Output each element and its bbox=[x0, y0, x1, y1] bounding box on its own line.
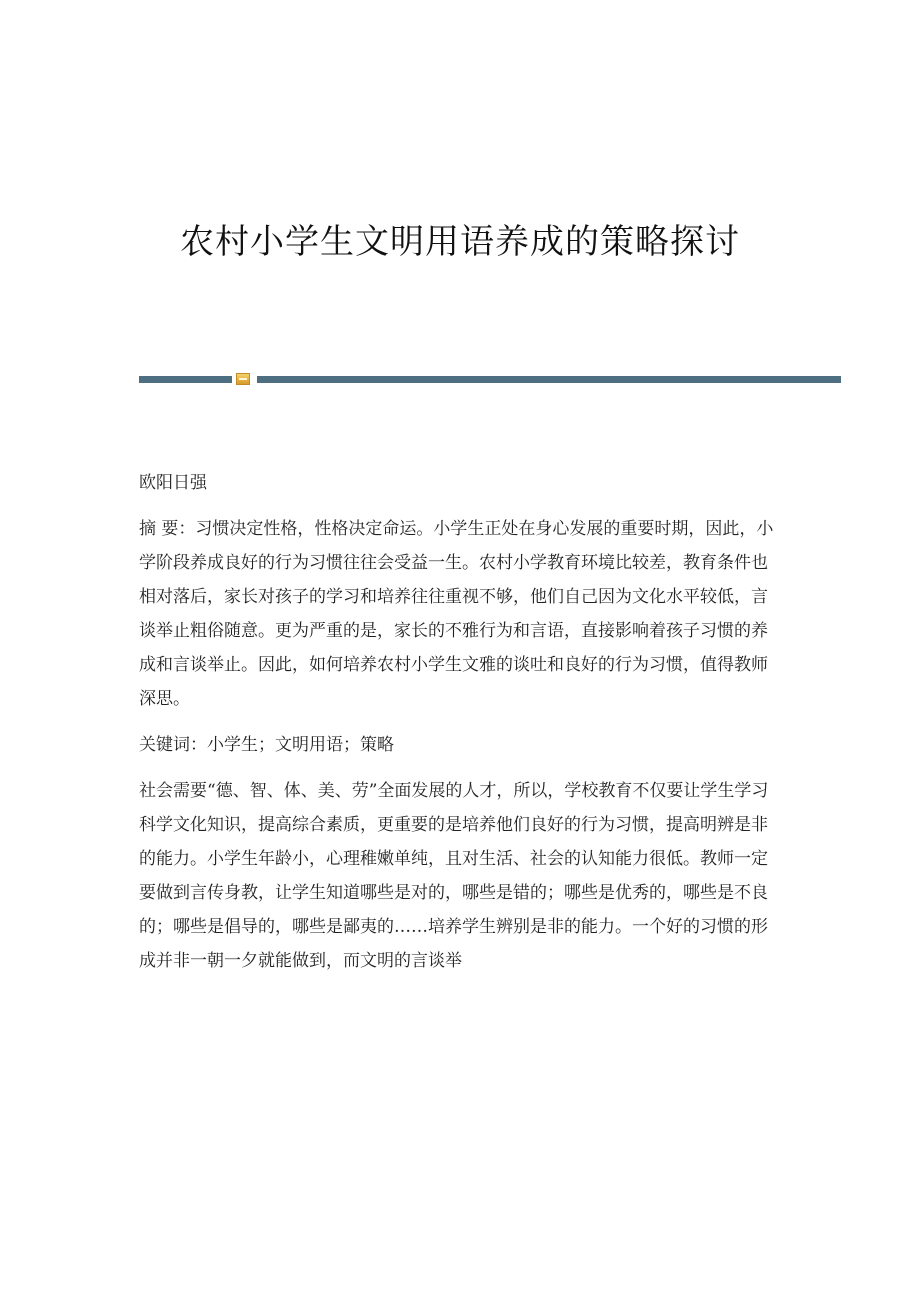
divider-bar-left bbox=[139, 376, 232, 383]
body-paragraph: 社会需要“德、智、体、美、劳”全面发展的人才，所以，学校教育不仅要让学生学习科学文化知识，提高综合素质，更重要的是培养他们良好的行为习惯，提高明辨是非的能力。小学生年龄小，心理稚嫩单纯，且对生活、社会的认知能力很低。教师一定要做到言传身教，让学生知道哪些是对的，哪些是错的；哪些是优秀的，哪些是不良的；哪些是倡导的，哪些是鄙夷的……培养学生辨别是非的能力。一个好的习惯的形成并非一朝一夕就能做到，而文明的言谈举 bbox=[139, 781, 769, 971]
keywords-label: 关键词： bbox=[139, 735, 207, 755]
abstract-paragraph bbox=[139, 512, 779, 716]
divider-bar-right bbox=[257, 376, 841, 383]
document-body bbox=[139, 466, 779, 990]
title-divider bbox=[139, 372, 841, 386]
keywords-paragraph bbox=[139, 728, 779, 762]
abstract-label: 摘 要： bbox=[139, 519, 196, 539]
document-title: 农村小学生文明用语养成的策略探讨 bbox=[180, 222, 740, 262]
divider-emblem-icon bbox=[236, 373, 250, 385]
keywords-text: 小学生；文明用语；策略 bbox=[207, 735, 394, 755]
abstract-text: 习惯决定性格，性格决定命运。小学生正处在身心发展的重要时期，因此，小学阶段养成良好的行为习惯往往会受益一生。农村小学教育环境比较差，教育条件也相对落后，家长对孩子的学习和培养往往重视不够，他们自己因为文化水平较低，言谈举止粗俗随意。更为严重的是，家长的不雅行为和言语，直接影响着孩子习惯的养成和言谈举止。因此，如何培养农村小学生文雅的谈吐和良好的行为习惯，值得教师深思。 bbox=[139, 519, 774, 709]
author-name: 欧阳日强 bbox=[139, 473, 207, 493]
